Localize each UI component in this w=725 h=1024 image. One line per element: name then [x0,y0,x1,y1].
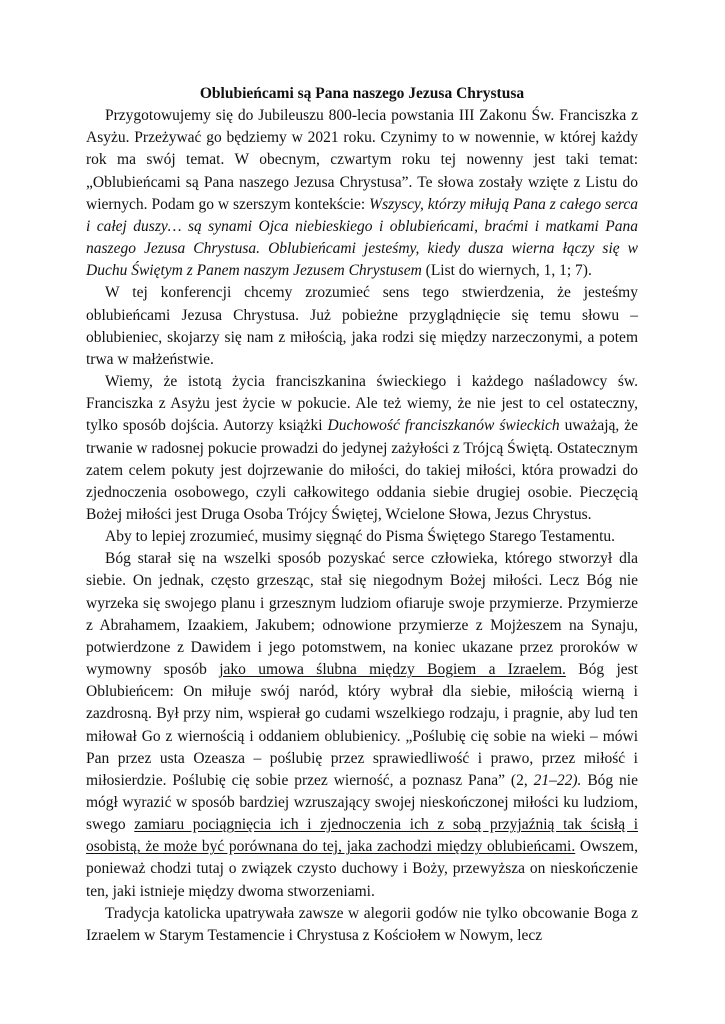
letter-quote: Wszyscy, którzy miłują Pana z całego serca i całej duszy… są synami Ojca niebieskiego i oblubieńcami, braćmi i matkami Pana naszego Jezusa Chrystusa. Oblubieńcami jesteśmy, kiedy dusza wierna łączy się w Duchu Świętym z Panem naszym Jezusem Chrystusem [86,195,638,280]
paragraph-conference: W tej konferencji chcemy zrozumieć sens tego stwierdzenia, że jesteśmy oblubieńcami Jezusa Chrystusa. Już pobieżne przyglądnięcie się temu słowu – oblubieniec, skojarzy się nam z miłością, jaka rodzi się między narzeczonymi, a potem trwa w małżeństwie. [86,284,638,368]
paragraph-covenant-text-2: Bóg jest Oblubieńcem: On miłuje swój naród, który wybrał dla siebie, miłością wierną i zazdrosną. Był przy nim, wspierał go cudami wszelkiego rodzaju, i pragnie, aby lud ten miłował Go z wiernością i oddaniem oblubienicy. „Poślubię cię sobie na wieki – mówi Pan przez usta Ozeasza – poślubię przez sprawiedliwość i prawo, przez miłość i miłosierdzie. Poślubię cię sobie przez wierność, a poznasz Pana” (2, [86,661,638,789]
paragraph-scripture: Aby to lepiej zrozumieć, musimy sięgnąć do Pisma Świętego Starego Testamentu. [105,528,616,546]
paragraph-penance-text: Wiemy, że istotą życia franciszkanina świeckiego i każdego naśladowcy św. Franciszka z Asyżu jest życie w pokucie. Ale też wiemy, że nie jest to cel ostateczny, tylko sposób dojścia. Autorzy książki [86,373,638,435]
paragraph-covenant [86,548,638,903]
underlined-phrase-union: zamiaru pociągnięcia ich i zjednoczenia ich z sobą przyjaźnią tak ścisłą i osobistą, że może być porównana do tej, jaka zachodzi między oblubieńcami. [86,816,639,856]
letter-reference: (List do wiernych, 1, 1; 7). [421,262,592,280]
document-title: Oblubieńcami są Pana naszego Jezusa Chrystusa [199,85,525,102]
paragraph-covenant-text-3: Bóg nie mógł wyrazić w sposób bardziej wzruszający swojej nieskończonej miłości ku ludziom, swego [86,771,638,834]
paragraph-intro-text: Przygotowujemy się do Jubileuszu 800-lecia powstania III Zakonu Św. Franciszka z Asyżu. Przeżywać go będziemy w 2021 roku. Czynimy to w nowennie, w której każdy rok ma swój temat. W obecnym, czwartym roku tej nowenny jest taki temat: „Oblubieńcami są Pana naszego Jezusa Chrystusa”. Te słowa zostały wzięte z Listu do wiernych. Podam go w szerszym kontekście: [86,107,638,213]
paragraph-intro [86,105,638,282]
paragraph-covenant-text: Bóg starał się na wszelki sposób pozyskać serce człowieka, którego stworzył dla siebie. On jednak, często grzesząc, stał się niegodnym Bożej miłości. Lecz Bóg nie wyrzeka się swojego planu i grzesznym ludziom ofiaruje swoje przymierze. Przymierze z Abrahamem, Izaakiem, Jakubem; odnowione przymierze z Mojżeszem na Synaju, potwierdzone z Dawidem i jego potomstwem, na koniec ukazane przez proroków w wymowny sposób [86,550,638,679]
paragraph-tradition: Tradycja katolicka upatrywała zawsze w alegorii godów nie tylko obcowanie Boga z Izraelem w Starym Testamencie i Chrystusa z Kościołem w Nowym, lecz [86,904,638,944]
document-page [86,83,638,947]
book-title: Duchowość franciszkanów świeckich [327,417,560,435]
paragraph-penance-text-end: uważają, że trwanie w radosnej pokucie prowadzi do jedynej zażyłości z Trójcą Świętą. Ostatecznym zatem celem pokuty jest dojrzewanie do miłości, do takiej miłości, która prowadzi do zjednoczenia osobowego, czyli całkowitego oddania siebie drugiej osobie. Pieczęcią Bożej miłości jest Druga Osoba Trójcy Świętej, Wcielone Słowa, Jezus Chrystus. [86,417,639,523]
paragraph-covenant-text-4: Owszem, ponieważ chodzi tutaj o związek czysto duchowy i Boży, przewyższa on nieskończenie ten, jaki istnieje między dwoma stworzeniami. [86,838,638,900]
paragraph-penance [86,371,638,526]
underlined-phrase-wedding-contract: jako umowa ślubna między Bogiem a Izraelem. [219,661,566,679]
verse-reference: 21–22). [533,771,582,789]
